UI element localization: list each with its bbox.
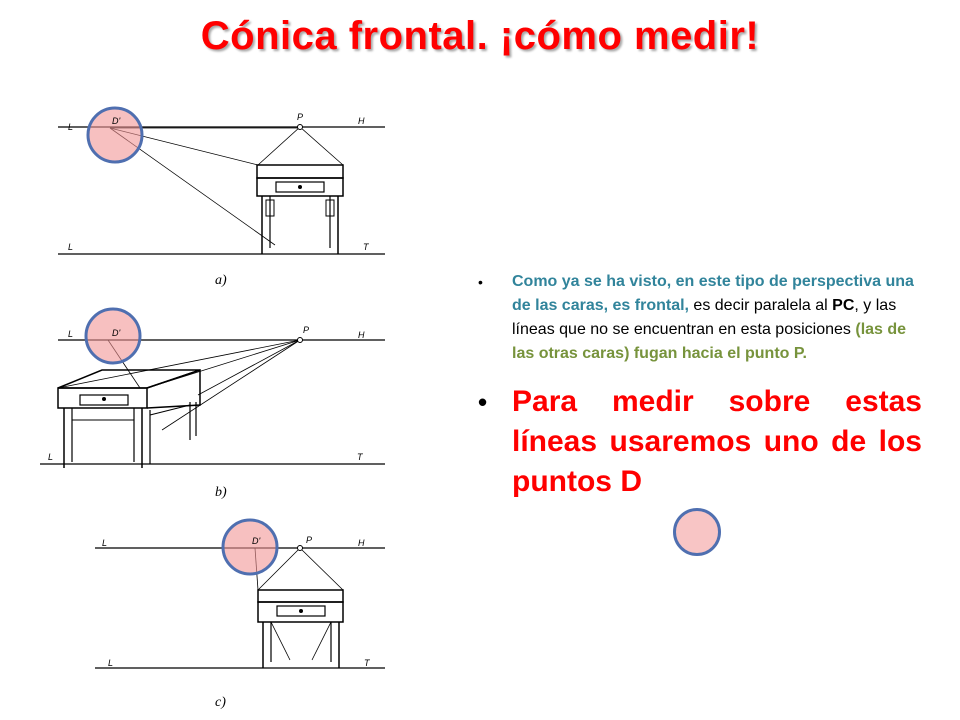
bullet-dot-icon: • [478,274,483,290]
label-d-c: D' [252,536,261,546]
caption-b: b) [215,485,227,500]
bullet-dot-icon: • [478,387,488,417]
caption-c: c) [215,695,226,710]
bullet-1-pc: PC [832,297,855,314]
label-d-b: D' [112,328,121,338]
label-h-c: H [358,538,365,548]
slide-title: Cónica frontal. ¡cómo medir! [200,14,760,58]
bullet-list [478,270,922,502]
label-h-a: H [358,116,365,126]
label-l2-b: L [48,452,54,462]
label-t-b: T [357,452,363,462]
label-h-b: H [358,330,365,340]
label-l-a: L [68,122,74,132]
label-p-b: P [303,325,310,335]
bullet-1-green-text: (las de las otras caras) fugan hacia el punto P. [512,321,907,362]
bullet-item-explanation [478,270,922,366]
d-highlight-circle [673,508,721,556]
bullet-item-measure [478,382,922,502]
bullet-1-text: es decir paralela al [688,297,833,314]
figure-b [40,340,385,468]
bullet-2-highlight: D [620,465,642,498]
label-t-a: T [363,242,369,252]
label-l2-a: L [68,242,74,252]
label-p-c: P [306,535,313,545]
d-point-marker-c [223,520,277,574]
label-l2-c: L [108,658,114,668]
caption-a: a) [215,273,227,288]
label-d-a: D' [112,116,121,126]
bullet-1-text-2: , y las líneas que no se encuentran en esta posiciones [512,297,897,338]
bullet-1-teal-text: Como ya se ha visto, en este tipo de perspectiva una de las caras, es frontal, [512,273,914,314]
label-l-b: L [68,329,74,339]
label-l-c: L [102,538,108,548]
label-p-a: P [297,112,304,122]
label-t-c: T [364,658,370,668]
bullet-2-text: Para medir sobre estas líneas usaremos uno de los puntos [512,385,922,498]
